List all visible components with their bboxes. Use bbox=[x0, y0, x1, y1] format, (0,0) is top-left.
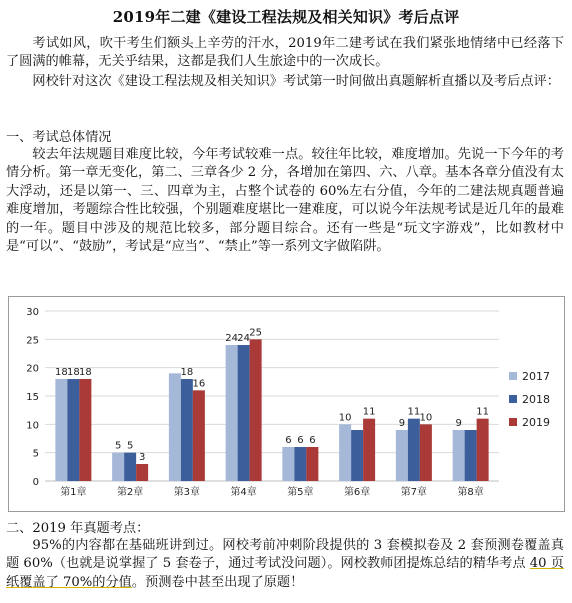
bar bbox=[112, 453, 124, 481]
x-tick-label: 第6章 bbox=[343, 487, 371, 498]
bar bbox=[339, 424, 351, 481]
section-2-body bbox=[6, 537, 564, 592]
y-tick-label: 5 bbox=[32, 448, 39, 460]
data-label: 18 bbox=[180, 367, 194, 378]
data-label: 6 bbox=[285, 435, 292, 446]
bar bbox=[250, 339, 262, 481]
data-label: 24 bbox=[237, 333, 250, 344]
data-label: 18 bbox=[79, 367, 92, 378]
data-label: 16 bbox=[192, 378, 206, 390]
y-tick-label: 30 bbox=[26, 307, 39, 318]
bar bbox=[181, 379, 193, 481]
data-label: 5 bbox=[126, 440, 134, 452]
x-tick-label: 第8章 bbox=[457, 487, 484, 498]
bar bbox=[169, 373, 181, 481]
data-label: 25 bbox=[249, 327, 262, 339]
x-tick-label: 第7章 bbox=[400, 487, 428, 498]
y-tick-label: 10 bbox=[26, 420, 39, 432]
bar-chart-svg bbox=[9, 297, 564, 511]
y-tick-label: 15 bbox=[26, 392, 39, 403]
data-label: 11 bbox=[407, 406, 421, 418]
legend-label: 2018 bbox=[522, 393, 550, 406]
bar bbox=[351, 430, 363, 481]
section-1-heading: 一、考试总体情况 bbox=[6, 130, 112, 145]
data-label: 6 bbox=[297, 435, 304, 446]
bar bbox=[282, 447, 294, 481]
bar bbox=[193, 390, 205, 481]
section-2-text-a: 95%的内容都在基础班讲到过。网校考前冲刺阶段提供的 3 套模拟卷及 2 套预测卷覆盖真题 60%（也就是说掌握了 5 套卷子，通过考试没问题）。网校教师团提炼总结的精华考点 bbox=[6, 538, 564, 572]
section-1-body: 较去年法规题目难度比较，今年考试较难一点。较往年比较，难度增加。先说一下今年的考情分析。第一章无变化，第二、三章各少 2 分，各增加在第四、六、八章。基本各章分值没有太大浮动，还是以第一、三、四章为主，占整个试卷的 60%左右分值，今年的二建法规真题普遍难度增加，考题综合性比较强，个别题难度堪比一建难度，可以说今年法规考试是近几年的最难的一年。题目中涉及的规范比较多，部分题目综合。还有一些是“玩文字游戏”，比如教材中是“可以”、“鼓励”，考试是“应当”、“禁止”等一系列文字做陷阱。 bbox=[6, 147, 564, 255]
data-label: 9 bbox=[398, 418, 406, 429]
bar bbox=[408, 419, 420, 481]
x-tick-label: 第2章 bbox=[116, 487, 144, 498]
bar bbox=[79, 379, 91, 481]
bar bbox=[226, 345, 238, 481]
intro-paragraph-2: 网校针对这次《建设工程法规及相关知识》考试第一时间做出真题解析直播以及考后点评： bbox=[32, 74, 560, 89]
bar bbox=[477, 419, 489, 481]
legend-label: 2017 bbox=[522, 370, 550, 383]
data-label: 10 bbox=[419, 412, 433, 424]
x-tick-label: 第4章 bbox=[230, 487, 257, 498]
intro-paragraph-1: 考试如风，吹干考生们额头上辛劳的汗水，2019年二建考试在我们紧张地情绪中已经落下了圆满的帷幕，无关乎结果，这都是我们人生旅途中的一次成长。 bbox=[6, 36, 564, 70]
bar bbox=[363, 419, 375, 481]
data-label: 5 bbox=[114, 440, 122, 452]
legend-swatch bbox=[509, 372, 517, 380]
x-tick-label: 第5章 bbox=[287, 487, 314, 498]
bar bbox=[55, 379, 67, 481]
bar bbox=[465, 430, 477, 481]
section-2-heading: 二、2019 年真题考点： bbox=[6, 521, 150, 536]
bar bbox=[238, 345, 250, 481]
bar bbox=[306, 447, 318, 481]
data-label: 10 bbox=[338, 412, 352, 424]
bar bbox=[124, 453, 136, 481]
data-label: 3 bbox=[138, 452, 146, 463]
y-tick-label: 20 bbox=[26, 363, 39, 375]
x-tick-label: 第3章 bbox=[173, 487, 201, 498]
bar bbox=[420, 424, 432, 481]
chapter-score-chart bbox=[8, 296, 565, 512]
legend-swatch bbox=[509, 418, 517, 426]
data-label: 24 bbox=[225, 333, 238, 344]
data-label: 18 bbox=[55, 367, 68, 378]
data-label: 11 bbox=[476, 406, 489, 418]
page-title: 2019年二建《建设工程法规及相关知识》考后点评 bbox=[112, 8, 460, 26]
bar bbox=[294, 447, 306, 481]
legend-label: 2019 bbox=[522, 416, 550, 429]
bar bbox=[396, 430, 408, 481]
data-label: 11 bbox=[362, 406, 376, 418]
y-tick-label: 0 bbox=[32, 477, 39, 488]
bar bbox=[136, 464, 148, 481]
bar bbox=[453, 430, 465, 481]
x-tick-label: 第1章 bbox=[60, 487, 87, 498]
data-label: 18 bbox=[67, 367, 80, 378]
section-2-text-c: 。预测卷中甚至出现了原题！ bbox=[131, 574, 304, 590]
legend-swatch bbox=[509, 395, 517, 403]
bar bbox=[67, 379, 79, 481]
y-tick-label: 25 bbox=[26, 335, 39, 347]
section-2-highlight: 40 页纸覆盖了 70%的分值 bbox=[6, 556, 564, 590]
data-label: 9 bbox=[455, 418, 462, 429]
data-label: 6 bbox=[309, 435, 316, 446]
